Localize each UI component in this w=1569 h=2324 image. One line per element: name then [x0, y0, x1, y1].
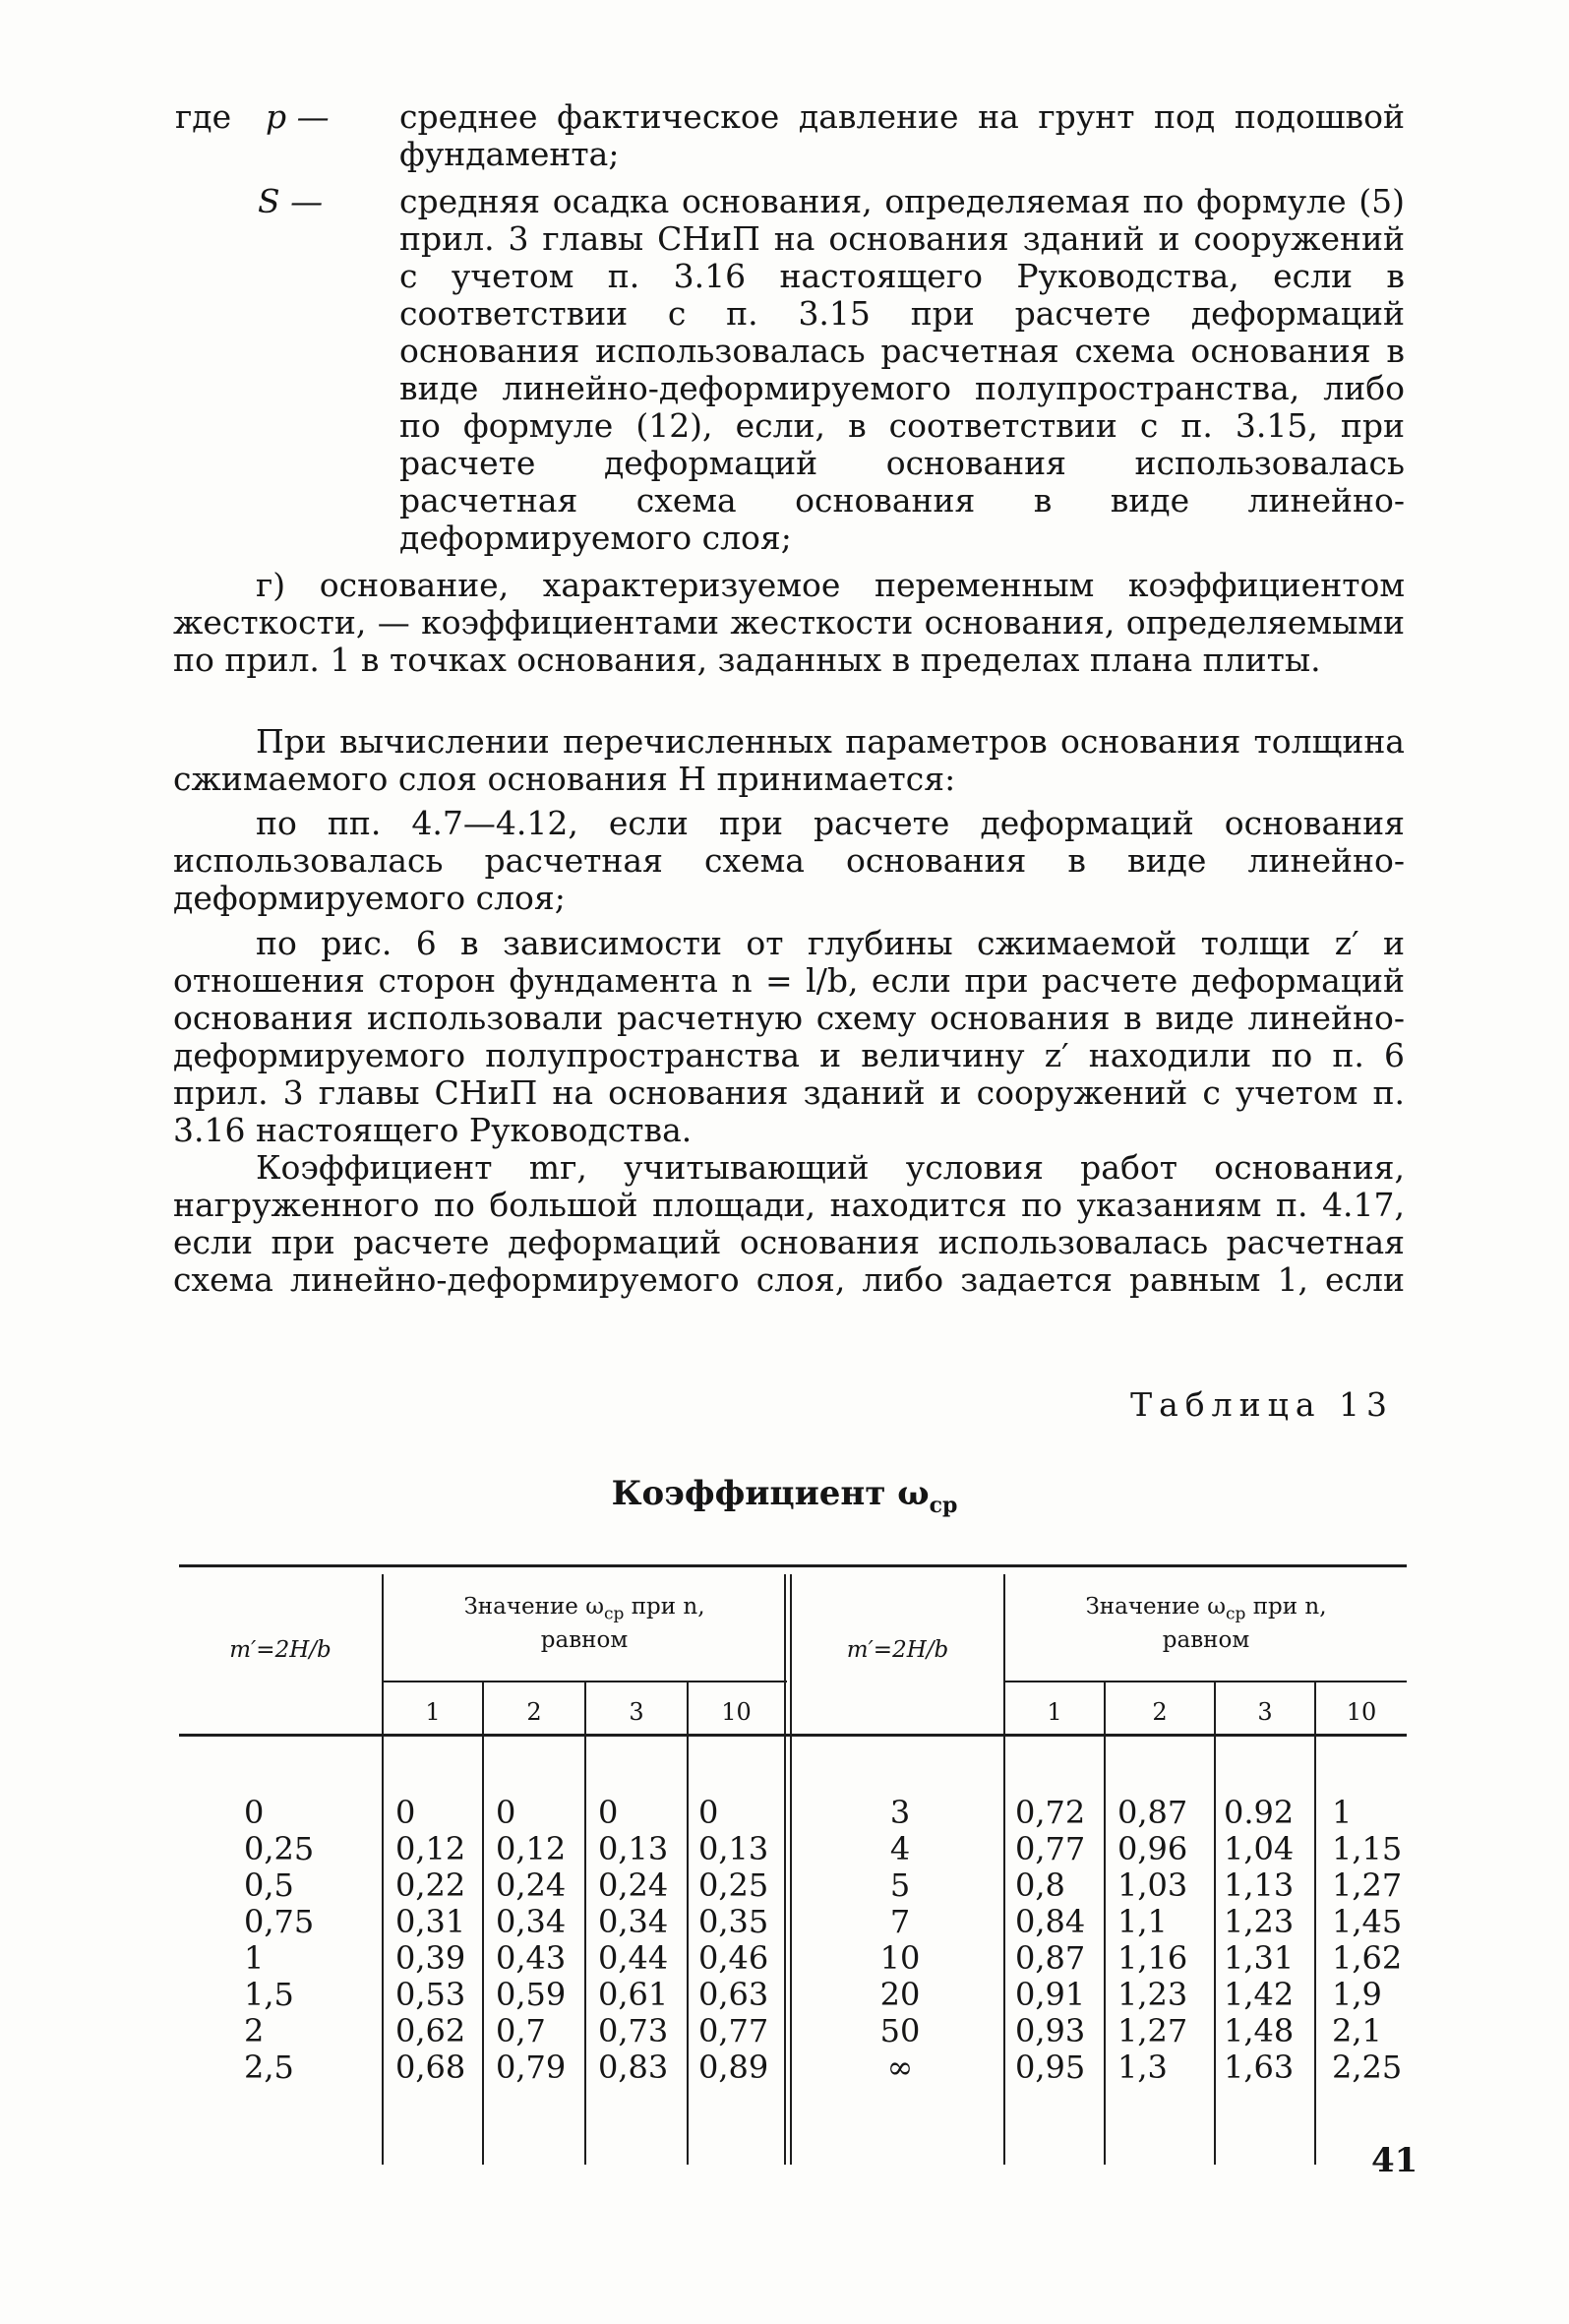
page-number: 41 [1371, 2141, 1418, 2180]
right-param-divider [1003, 1574, 1005, 2165]
table-cell-value: 0,24 [598, 1866, 669, 1904]
table-cell-value: 1,62 [1332, 1939, 1403, 1977]
header-bottom-rule [179, 1734, 1407, 1737]
table-cell-param: 20 [879, 1976, 921, 2013]
table-cell-value: 0,22 [395, 1866, 466, 1904]
table-cell-param: 3 [889, 1794, 911, 1831]
table-cell-value: 0,46 [698, 1939, 769, 1977]
table-cell-value: 0,79 [496, 2049, 567, 2086]
table-cell-value: 1,27 [1332, 1866, 1403, 1904]
left-col-divider-1 [482, 1682, 484, 2165]
table-cell-value: 0,87 [1015, 1939, 1086, 1977]
left-n-header: 1 [425, 1698, 441, 1726]
table-cell-value: 1,9 [1332, 1976, 1382, 2013]
table-cell-value: 1,1 [1117, 1903, 1168, 1940]
table-cell-value: 0,87 [1117, 1794, 1188, 1831]
table-cell-value: 0 [698, 1794, 719, 1831]
table-cell-value: 0.92 [1224, 1794, 1295, 1831]
table-cell-value: 0,84 [1015, 1903, 1086, 1940]
where-word: где [175, 97, 232, 136]
s-definition: средняя осадка основания, определяемая по формуле (5) прил. 3 главы СНиП на основания зданий и сооружений с учетом п. 3.16 настоящего Руководства, если в соответствии с п. 3.15 при расчете деформаций основания использовалась расчетная схема основания в виде линейно-деформируемого полупространства, либо по формуле (12), если, в соответствии с п. 3.15, при расчете деформаций основания использовалась расчетная схема основания в виде линейно-деформируемого слоя; [399, 182, 1405, 557]
right-n-header: 3 [1257, 1698, 1273, 1726]
right-col-divider-2 [1214, 1682, 1216, 2165]
table-cell-value: 0,8 [1015, 1866, 1065, 1904]
table-cell-value: 0,43 [496, 1939, 567, 1977]
table-cell-value: 0,24 [496, 1866, 567, 1904]
table-cell-value: 1,63 [1224, 2049, 1295, 2086]
left-col-divider-2 [584, 1682, 586, 2165]
table-cell-param: 0 [244, 1794, 265, 1831]
p-term: p — [266, 97, 330, 136]
table-cell-value: 0,91 [1015, 1976, 1086, 2013]
table-cell-value: 1,23 [1224, 1903, 1295, 1940]
p-definition: среднее фактическое давление на грунт под подошвой фундамента; [399, 97, 1405, 173]
right-subheader-rule [1005, 1681, 1407, 1682]
table-cell-value: 1,3 [1117, 2049, 1168, 2086]
table-cell-value: 0,63 [698, 1976, 769, 2013]
table-cell-value: 1 [1332, 1794, 1353, 1831]
table-cell-param: 7 [889, 1903, 911, 1940]
table-cell-value: 0,83 [598, 2049, 669, 2086]
table-cell-value: 0,95 [1015, 2049, 1086, 2086]
table-cell-value: 0,13 [598, 1830, 669, 1867]
left-n-header: 10 [721, 1698, 752, 1726]
paragraph-intro: При вычислении перечисленных параметров основания толщина сжимаемого слоя основания H принимается: [173, 722, 1405, 798]
table-cell-value: 1,48 [1224, 2012, 1295, 2049]
table-cell-value: 0,35 [698, 1903, 769, 1940]
table-cell-value: 0,59 [496, 1976, 567, 2013]
paragraph-case-2: по рис. 6 в зависимости от глубины сжимаемой толщи z′ и отношения сторон фундамента n = l/b, если при расчете деформаций основания использовали расчетную схему основания в виде линейно-деформируемого полупространства и величину z′ находили по п. 6 прил. 3 главы СНиП на основания зданий и сооружений с учетом п. 3.16 настоящего Руководства. [173, 924, 1405, 1149]
table-cell-param: 2 [244, 2012, 265, 2049]
table-cell-value: 0,77 [698, 2012, 769, 2049]
table-cell-param: 0,75 [244, 1903, 315, 1940]
table-cell-value: 0,77 [1015, 1830, 1086, 1867]
left-group-header: Значение $\omega_{ср}$ при n, равном [463, 1594, 705, 1653]
paragraph-case-1: по пп. 4.7—4.12, если при расчете деформаций основания использовалась расчетная схема основания в виде линейно-деформируемого слоя; [173, 804, 1405, 917]
table-cell-value: 1,31 [1224, 1939, 1295, 1977]
right-n-header: 1 [1047, 1698, 1062, 1726]
table-top-rule [179, 1564, 1407, 1567]
left-param-header: m′=2H/b [229, 1637, 332, 1663]
table-cell-value: 0,61 [598, 1976, 669, 2013]
left-col-divider-3 [687, 1682, 689, 2165]
paragraph-coefficient: Коэффициент mг, учитывающий условия работ основания, нагруженного по большой площади, находится по указаниям п. 4.17, если при расчете деформаций основания использовалась расчетная схема линейно-деформируемого слоя, либо задается равным 1, если [173, 1148, 1405, 1299]
right-n-header: 2 [1152, 1698, 1168, 1726]
table-cell-value: 1,15 [1332, 1830, 1403, 1867]
table-cell-param: ∞ [886, 2049, 914, 2086]
right-group-header: Значение $\omega_{ср}$ при n, равном [1085, 1594, 1327, 1653]
table-title: Коэффициент $\omega_{ср}$ [611, 1474, 958, 1518]
table-cell-value: 1,23 [1117, 1976, 1188, 2013]
table-cell-value: 0,93 [1015, 2012, 1086, 2049]
table-cell-value: 2,25 [1332, 2049, 1403, 2086]
table-cell-param: 10 [879, 1939, 921, 1977]
table-cell-value: 0,72 [1015, 1794, 1086, 1831]
table-cell-value: 0,12 [395, 1830, 466, 1867]
table-cell-value: 1,03 [1117, 1866, 1188, 1904]
table-cell-param: 1 [244, 1939, 265, 1977]
table-cell-value: 0,39 [395, 1939, 466, 1977]
table-cell-value: 0,73 [598, 2012, 669, 2049]
table-cell-value: 1,16 [1117, 1939, 1188, 1977]
table-cell-value: 0,31 [395, 1903, 466, 1940]
table-cell-value: 0,96 [1117, 1830, 1188, 1867]
table-cell-value: 0,34 [598, 1903, 669, 1940]
table-label: Таблица 13 [1130, 1385, 1394, 1424]
table-cell-value: 1,13 [1224, 1866, 1295, 1904]
table-cell-value: 1,45 [1332, 1903, 1403, 1940]
s-term: S — [258, 182, 324, 220]
center-divider-b [790, 1574, 792, 2165]
table-cell-value: 0,25 [698, 1866, 769, 1904]
table-cell-value: 0,34 [496, 1903, 567, 1940]
table-cell-value: 0,7 [496, 2012, 546, 2049]
paragraph-item-g: г) основание, характеризуемое переменным коэффициентом жесткости, — коэффициентами жесткости основания, определяемыми по прил. 1 в точках основания, заданных в пределах плана плиты. [173, 566, 1405, 679]
left-param-divider [382, 1574, 384, 2165]
table-cell-value: 1,42 [1224, 1976, 1295, 2013]
table-cell-value: 2,1 [1332, 2012, 1382, 2049]
table-cell-value: 0 [395, 1794, 416, 1831]
right-col-divider-1 [1104, 1682, 1106, 2165]
left-n-header: 2 [526, 1698, 542, 1726]
right-param-header: m′=2H/b [846, 1637, 949, 1663]
table-cell-param: 4 [889, 1830, 911, 1867]
table-cell-value: 0,89 [698, 2049, 769, 2086]
right-col-divider-3 [1314, 1682, 1316, 2165]
table-cell-value: 0,53 [395, 1976, 466, 2013]
right-n-header: 10 [1346, 1698, 1377, 1726]
left-n-header: 3 [629, 1698, 644, 1726]
table-cell-param: 1,5 [244, 1976, 294, 2013]
table-cell-param: 0,5 [244, 1866, 294, 1904]
table-cell-value: 0,68 [395, 2049, 466, 2086]
table-cell-param: 0,25 [244, 1830, 315, 1867]
table-cell-value: 1,04 [1224, 1830, 1295, 1867]
table-cell-value: 0 [598, 1794, 619, 1831]
table-cell-param: 50 [879, 2012, 921, 2049]
table-cell-value: 0,44 [598, 1939, 669, 1977]
table-cell-param: 5 [889, 1866, 911, 1904]
table-cell-value: 1,27 [1117, 2012, 1188, 2049]
center-divider-a [784, 1574, 786, 2165]
table-cell-value: 0 [496, 1794, 516, 1831]
table-cell-value: 0,13 [698, 1830, 769, 1867]
table-cell-value: 0,12 [496, 1830, 567, 1867]
table-cell-param: 2,5 [244, 2049, 294, 2086]
table-cell-value: 0,62 [395, 2012, 466, 2049]
